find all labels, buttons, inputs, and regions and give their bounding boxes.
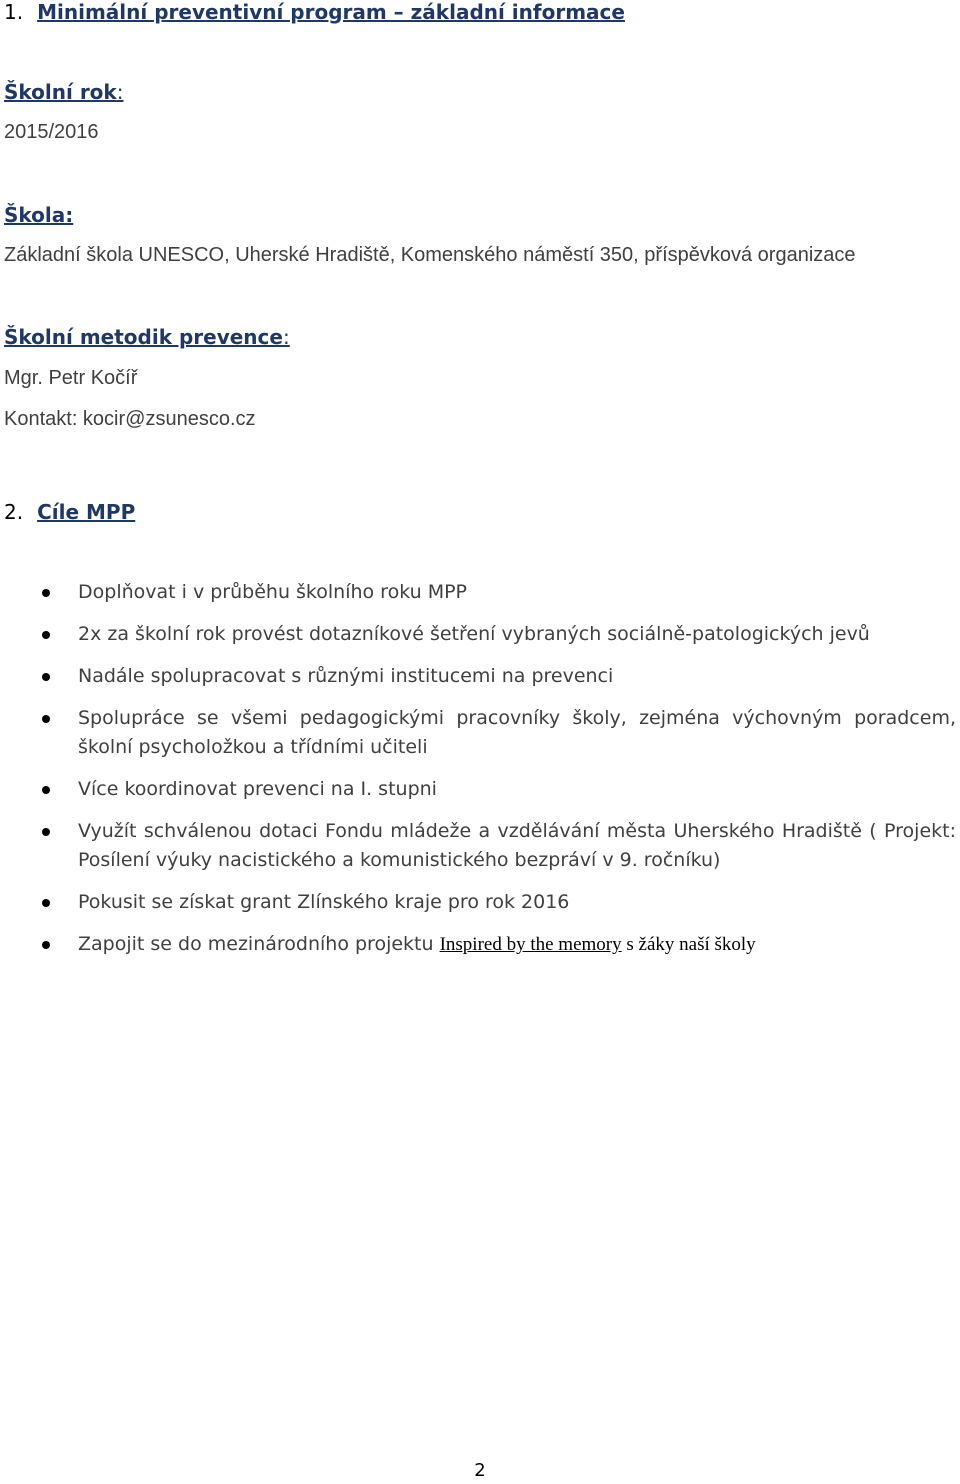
bullet-icon <box>42 899 50 907</box>
list-item <box>0 620 960 649</box>
goal-text: Spolupráce se všemi pedagogickými pracovníky školy, zejména výchovným poradcem, školní psycholožkou a třídními učiteli <box>78 707 956 758</box>
list-item <box>0 817 960 875</box>
goal-text: Využít schválenou dotaci Fondu mládeže a vzdělávání města Uherského Hradiště ( Projekt: Posílení výuky nacistického a komunistického bezpráví v 9. ročníku) <box>78 820 956 871</box>
section-2-heading <box>4 500 135 524</box>
methodist-contact: Kontakt: kocir@zsunesco.cz <box>4 408 256 430</box>
list-item <box>0 775 960 804</box>
school-year-label: Školní rok <box>4 80 117 104</box>
goal-text: Nadále spolupracovat s různými institucemi na prevenci <box>78 665 614 687</box>
project-name: Inspired by the memory <box>439 934 622 955</box>
list-item <box>0 888 960 917</box>
goal-text: 2x za školní rok provést dotazníkové šetření vybraných sociálně-patologických jevů <box>78 623 870 645</box>
goal-text-suffix: s žáky naší školy <box>621 934 756 955</box>
section-1-title: Minimální preventivní program – základní informace <box>37 0 625 24</box>
school-value: Základní škola UNESCO, Uherské Hradiště, Komenského náměstí 350, příspěvková organizace <box>4 244 856 266</box>
methodist-colon: : <box>282 325 290 349</box>
school-label: Škola: <box>4 203 74 227</box>
methodist-label-line <box>4 325 290 349</box>
list-item <box>0 704 960 762</box>
section-2-number: 2. <box>4 500 24 524</box>
bullet-icon <box>42 589 50 597</box>
school-year-colon: : <box>116 80 124 104</box>
goal-text: Pokusit se získat grant Zlínského kraje pro rok 2016 <box>78 891 570 913</box>
goal-text: Doplňovat i v průběhu školního roku MPP <box>78 581 468 603</box>
list-item <box>0 930 960 959</box>
goal-text: Více koordinovat prevenci na I. stupni <box>78 778 437 800</box>
bullet-icon <box>42 673 50 681</box>
page-number: 2 <box>474 1460 486 1481</box>
school-year-value: 2015/2016 <box>4 121 99 143</box>
methodist-label: Školní metodik prevence <box>4 325 283 349</box>
methodist-name: Mgr. Petr Kočíř <box>4 367 138 389</box>
bullet-icon <box>42 786 50 794</box>
goal-text-prefix: Zapojit se do mezinárodního projektu <box>78 933 440 955</box>
section-1-number: 1. <box>4 0 24 24</box>
school-year-label-line <box>4 80 123 104</box>
bullet-icon <box>42 828 50 836</box>
list-item <box>0 662 960 691</box>
section-2-title: Cíle MPP <box>37 500 136 524</box>
bullet-icon <box>42 941 50 949</box>
goals-list <box>0 578 960 972</box>
bullet-icon <box>42 631 50 639</box>
bullet-icon <box>42 715 50 723</box>
list-item <box>0 578 960 607</box>
section-1-heading <box>4 0 625 24</box>
